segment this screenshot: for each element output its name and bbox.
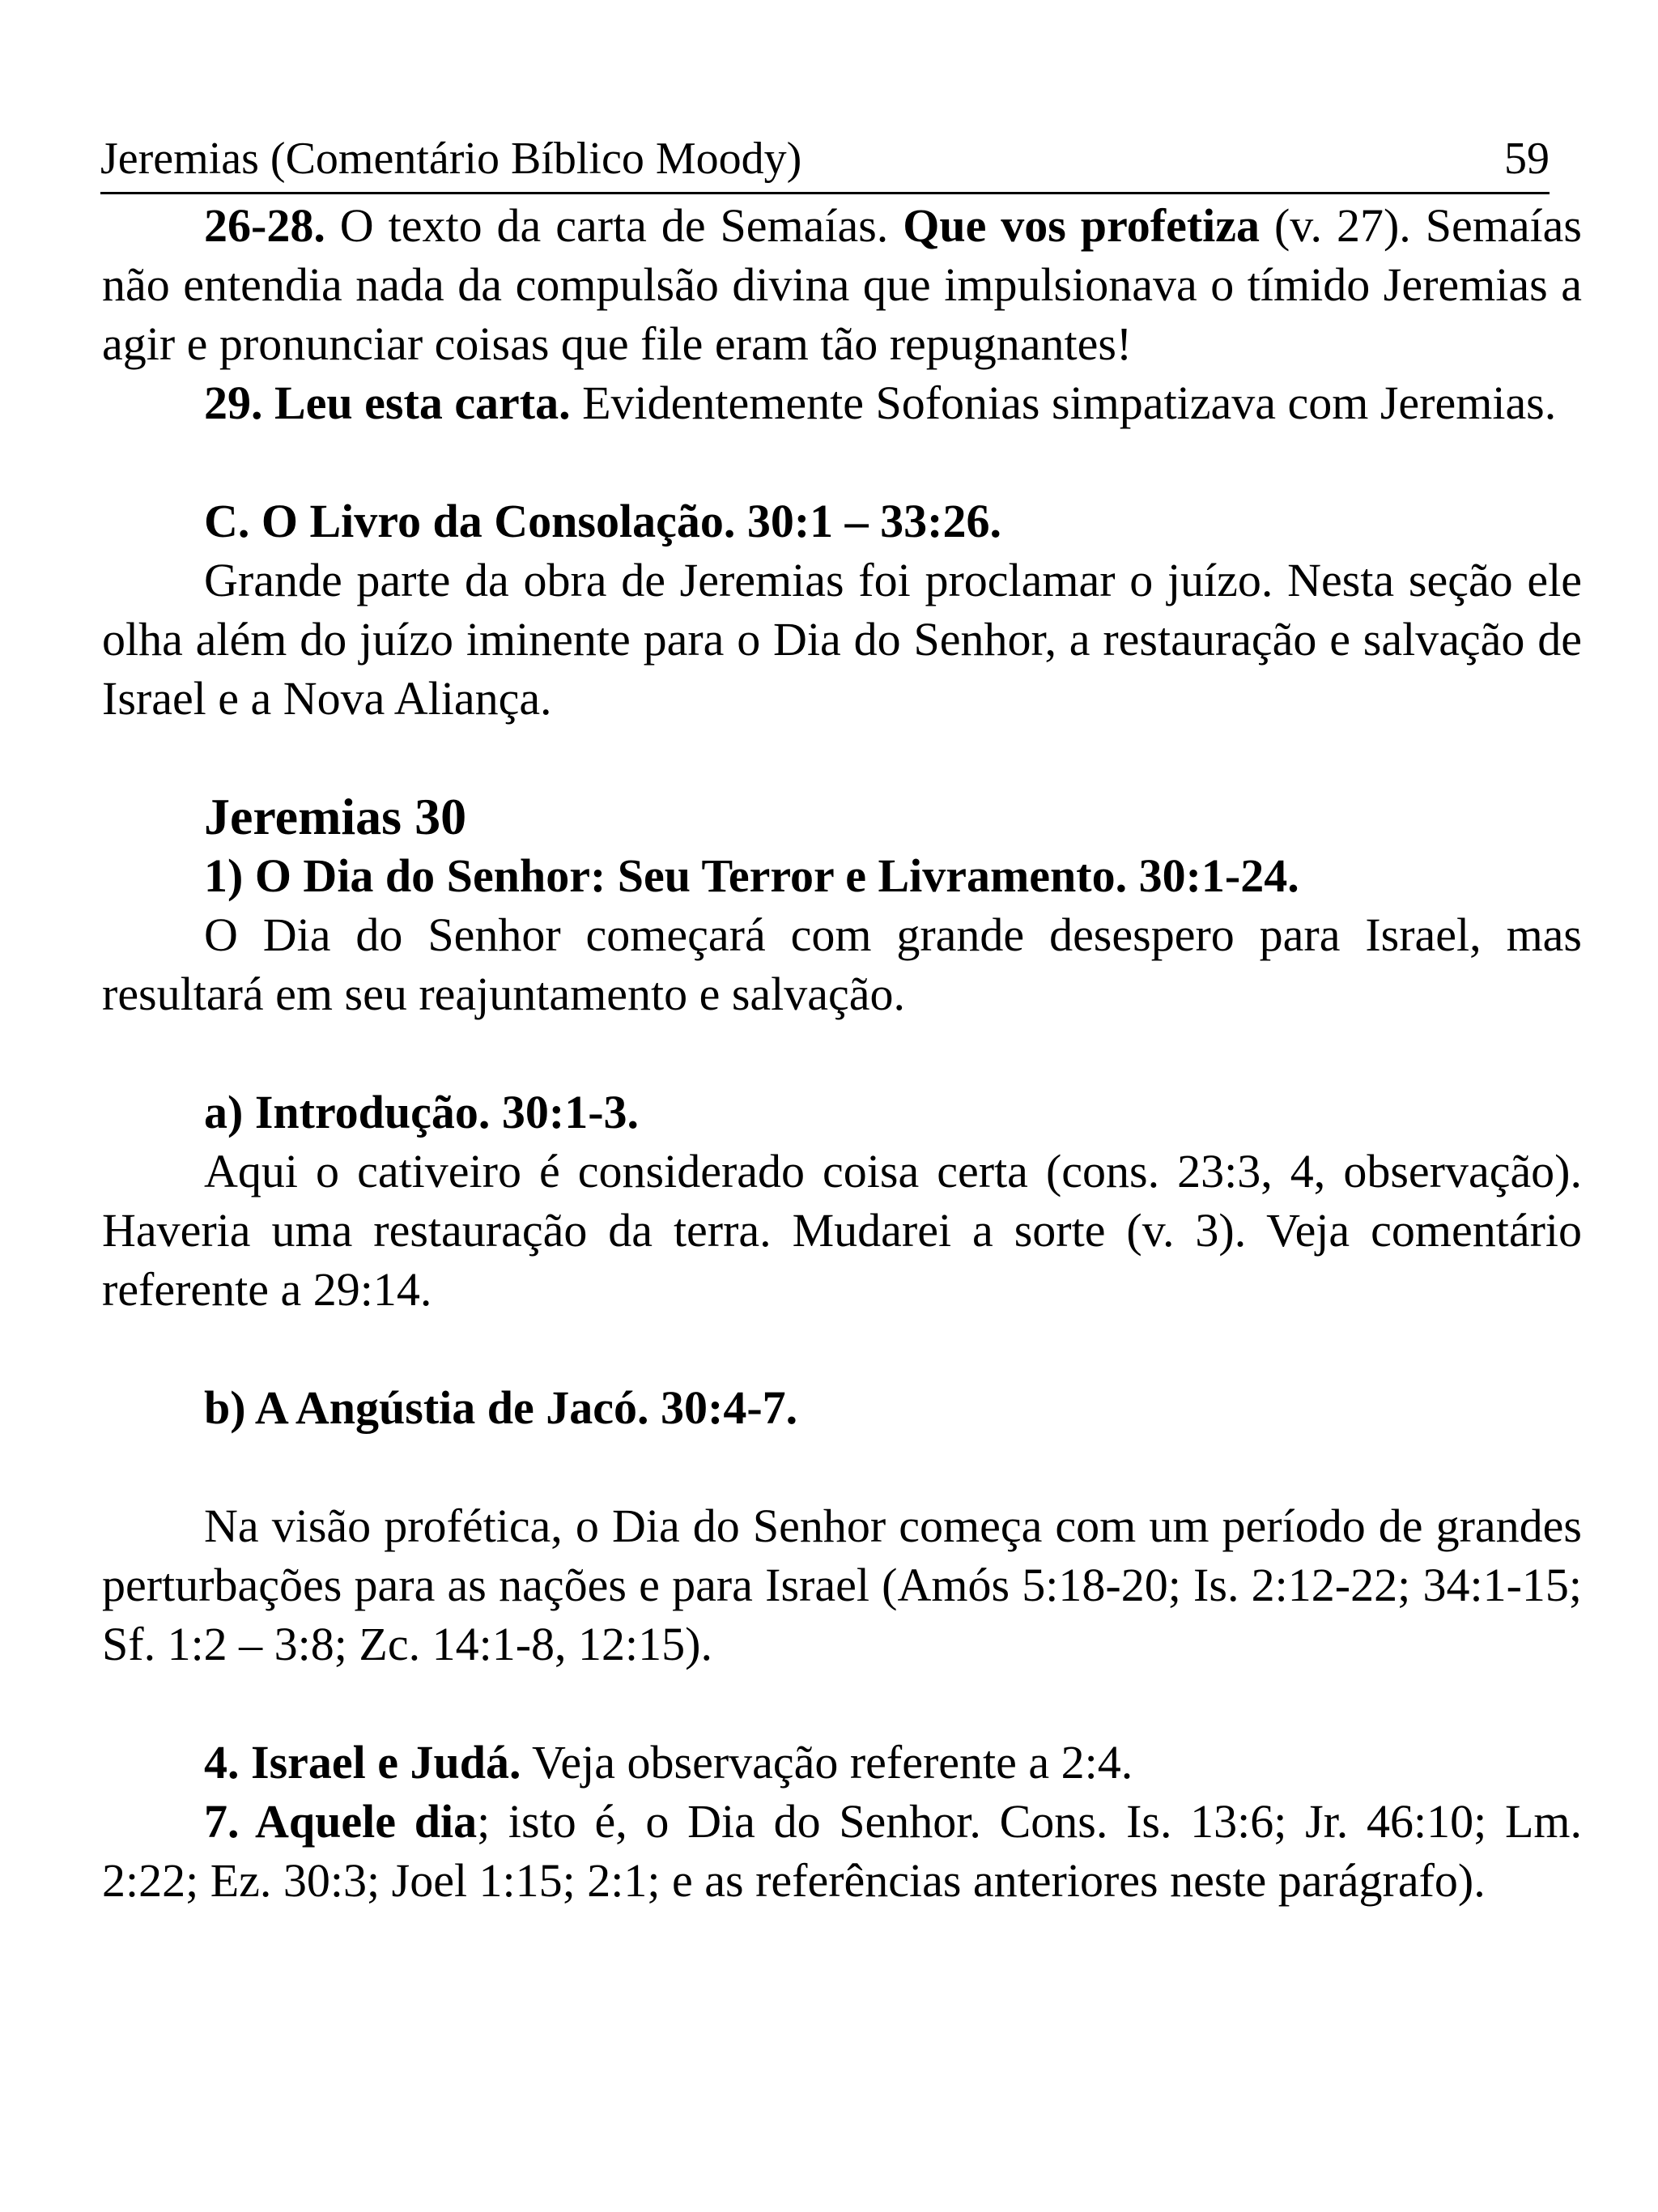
section-b-heading: b) A Angústia de Jacó. 30:4-7.	[204, 1381, 798, 1434]
spacer	[102, 728, 1582, 787]
section-a-text: Aqui o cativeiro é considerado coisa certa (cons. 23:3, 4, observação). Haveria uma restauração da terra. Mudarei a sorte (v. 3). Veja comentário referente a 29:14.	[102, 1145, 1582, 1316]
paragraph-text: O texto da carta de Semaías.	[325, 199, 903, 252]
note-text: Veja observação referente a 2:4.	[521, 1736, 1133, 1789]
chapter-intro-text: O Dia do Senhor começará com grande desespero para Israel, mas resultará em seu reajuntamento e salvação.	[102, 908, 1582, 1020]
spacer	[102, 1319, 1582, 1378]
note-7	[102, 1792, 1582, 1910]
paragraph-26-28	[102, 196, 1582, 373]
verse-ref: 26-28.	[204, 199, 325, 252]
section-a-heading: a) Introdução. 30:1-3.	[204, 1086, 640, 1138]
paragraph-29	[102, 373, 1582, 432]
chapter-subheading: 1) O Dia do Senhor: Seu Terror e Livramento. 30:1-24.	[204, 849, 1299, 902]
bold-quote: Que vos profetiza	[903, 199, 1260, 252]
paragraph-text: (v. 27). Semaías não entendia nada da compulsão divina que impulsionava o tímido Jeremias a agir e pronunciar coisas que file eram tão repugnantes!	[102, 199, 1582, 370]
section-c-text: Grande parte da obra de Jeremias foi proclamar o juízo. Nesta seção ele olha além do juízo iminente para o Dia do Senhor, a restauração e salvação de Israel e a Nova Aliança.	[102, 554, 1582, 725]
verse-ref: 4. Israel e Judá.	[204, 1736, 521, 1789]
section-b-text: Na visão profética, o Dia do Senhor começa com um período de grandes perturbações para as nações e para Israel (Amós 5:18-20; Is. 2:12-22; 34:1-15; Sf. 1:2 – 3:8; Zc. 14:1-8, 12:15).	[102, 1499, 1582, 1670]
page-body	[102, 196, 1582, 1910]
note-text: ; isto é, o Dia do Senhor. Cons. Is. 13:6; Jr. 46:10; Lm. 2:22; Ez. 30:3; Joel 1:15; 2:1; e as referências anteriores neste parágrafo).	[102, 1795, 1583, 1907]
verse-ref: 29. Leu esta carta.	[204, 376, 571, 429]
note-4	[102, 1733, 1582, 1792]
running-header	[100, 130, 1550, 194]
spacer	[102, 1437, 1582, 1496]
spacer	[102, 1674, 1582, 1733]
spacer	[102, 432, 1582, 491]
section-c-heading: C. O Livro da Consolação. 30:1 – 33:26.	[204, 495, 1001, 547]
verse-ref: 7. Aquele dia	[204, 1795, 478, 1848]
paragraph-text: Evidentemente Sofonias simpatizava com Jeremias.	[570, 376, 1557, 429]
spacer	[102, 1023, 1582, 1083]
chapter-heading: Jeremias 30	[204, 788, 467, 845]
page-number: 59	[1504, 134, 1550, 184]
header-title: Jeremias (Comentário Bíblico Moody)	[100, 134, 802, 184]
